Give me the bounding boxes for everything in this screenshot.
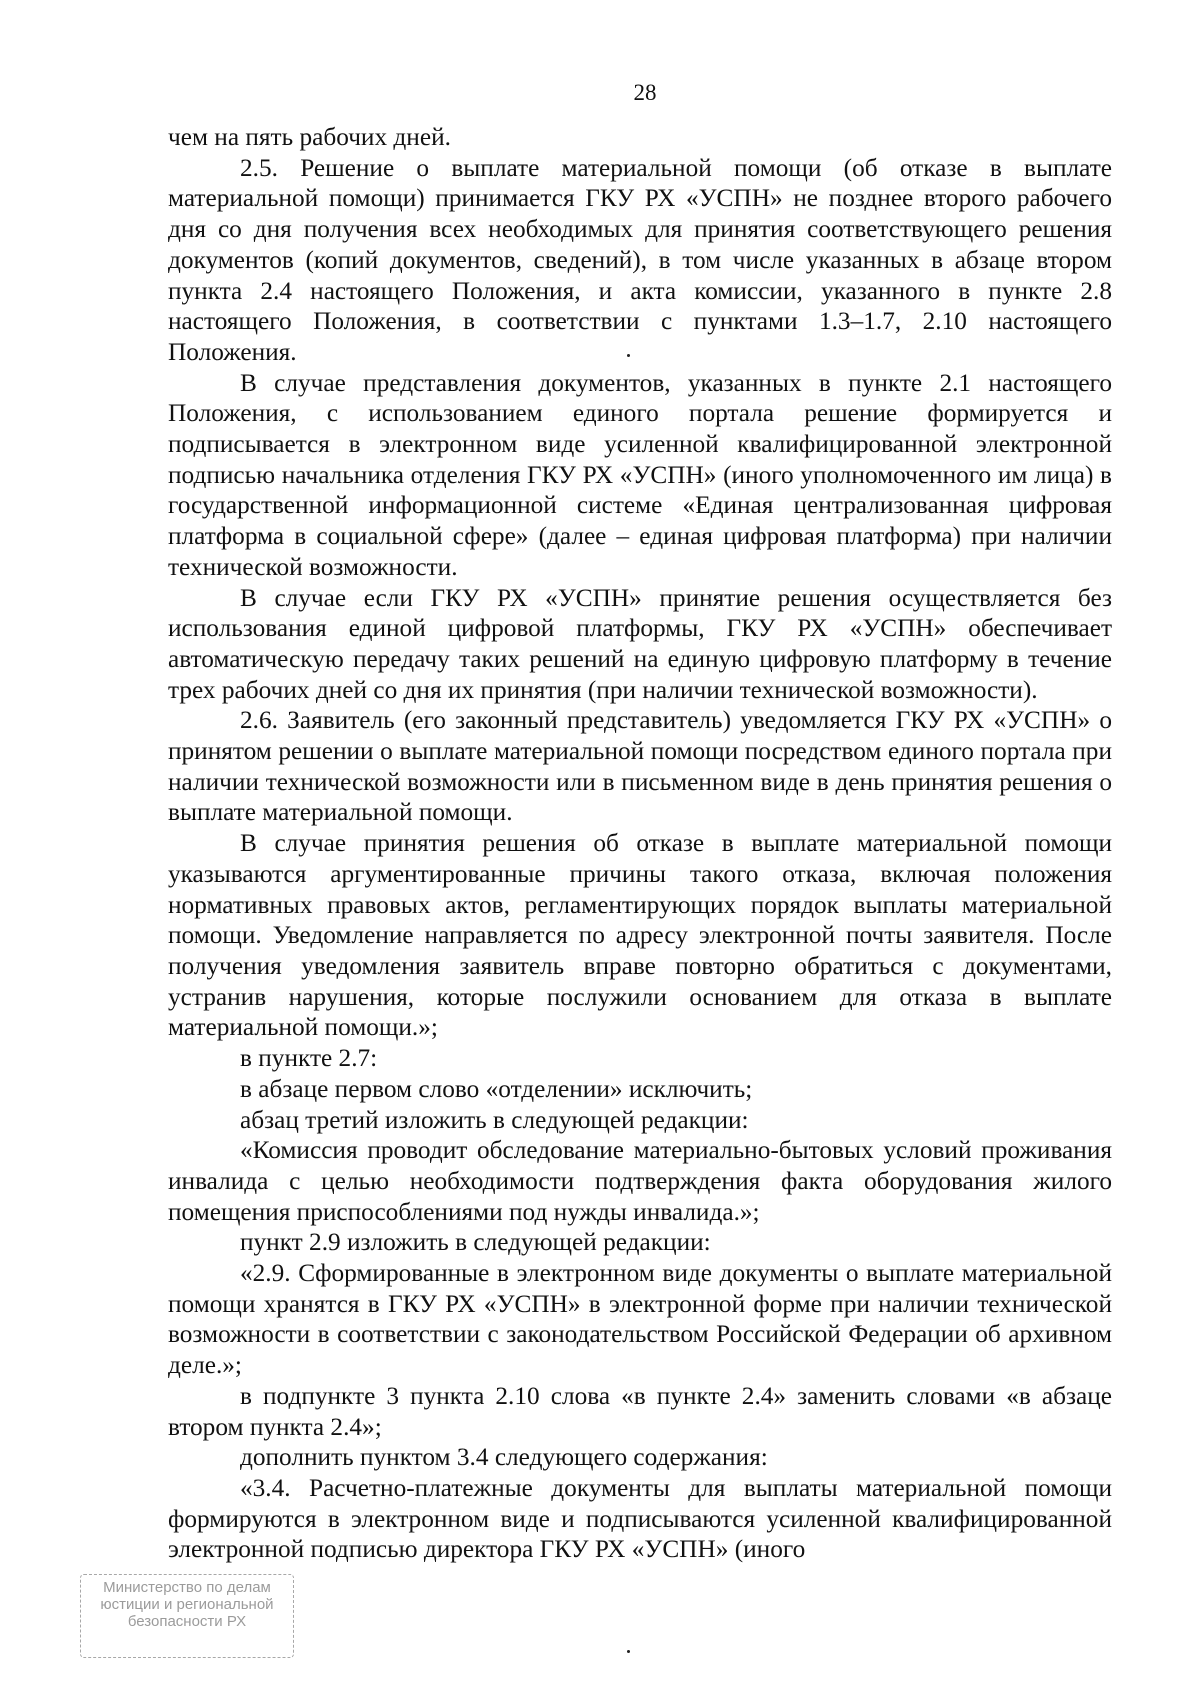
scan-speck xyxy=(627,354,630,357)
registration-stamp xyxy=(80,1574,294,1658)
paragraph: «Комиссия проводит обследование материально-бытовых условий проживания инвалида с целью необходимости подтверждения факта оборудования жилого помещения приспособлениями под нужды инвалида.»; xyxy=(168,1136,1112,1226)
paragraph: в пункте 2.7: xyxy=(240,1044,378,1073)
stamp-line: Министерство по делам xyxy=(103,1579,271,1596)
paragraph: 2.5. Решение о выплате материальной помощи (об отказе в выплате материальной помощи) принимается ГКУ РХ «УСПН» не позднее второго рабочего дня со дня получения всех необходимых для принятия соответствующего решения документов (копий документов, сведений), в том числе указанных в абзаце втором пункта 2.4 настоящего Положения, и акта комиссии, указанного в пункте 2.8 настоящего Положения, в соответствии с пунктами 1.3–1.7, 2.10 настоящего Положения. xyxy=(168,153,1112,366)
document-body xyxy=(168,122,1112,1565)
paragraph: чем на пять рабочих дней. xyxy=(168,123,451,151)
paragraph: в подпункте 3 пункта 2.10 слова «в пункте 2.4» заменить словами «в абзаце втором пункта 2.4»; xyxy=(168,1381,1112,1441)
paragraph: в абзаце первом слово «отделении» исключить; xyxy=(240,1074,753,1103)
stamp-line: безопасности РХ xyxy=(127,1613,247,1630)
paragraph: пункт 2.9 изложить в следующей редакции: xyxy=(240,1228,711,1257)
page-number: 28 xyxy=(633,80,657,105)
paragraph: В случае принятия решения об отказе в выплате материальной помощи указываются аргументированные причины такого отказа, включая положения нормативных правовых актов, регламентирующих порядок выплаты материальной помощи. Уведомление направляется по адресу электронной почты заявителя. После получения уведомления заявитель вправе повторно обратиться с документами, устранив нарушения, которые послужили основанием для отказа в выплате материальной помощи.»; xyxy=(168,829,1112,1042)
paragraph: В случае если ГКУ РХ «УСПН» принятие решения осуществляется без использования единой цифровой платформы, ГКУ РХ «УСПН» обеспечивает автоматическую передачу таких решений на единую цифровую платформу в течение трех рабочих дней со дня их принятия (при наличии технической возможности). xyxy=(168,583,1112,704)
paragraph: «3.4. Расчетно-платежные документы для выплаты материальной помощи формируются в электронном виде и подписываются усиленной квалифицированной электронной подписью директора ГКУ РХ «УСПН» (иного xyxy=(168,1473,1112,1564)
paragraph: «2.9. Сформированные в электронном виде документы о выплате материальной помощи хранятся в ГКУ РХ «УСПН» в электронной форме при наличии технической возможности в соответствии с законодательством Российской Федерации об архивном деле.»; xyxy=(168,1259,1112,1380)
scan-speck xyxy=(627,1650,630,1653)
paragraph: В случае представления документов, указанных в пункте 2.1 настоящего Положения, с использованием единого портала решение формируется и подписывается в электронном виде усиленной квалифицированной электронной подписью начальника отделения ГКУ РХ «УСПН» (иного уполномоченного им лица) в государственной информационной системе «Единая централизованная цифровая платформа в социальной сфере» (далее – единая цифровая платформа) при наличии технической возможности. xyxy=(168,368,1112,581)
stamp-line: юстиции и региональной xyxy=(100,1596,274,1613)
paragraph: 2.6. Заявитель (его законный представитель) уведомляется ГКУ РХ «УСПН» о принятом решении о выплате материальной помощи посредством единого портала при наличии технической возможности или в письменном виде в день принятия решения о выплате материальной помощи. xyxy=(168,706,1112,827)
paragraph: абзац третий изложить в следующей редакции: xyxy=(240,1105,749,1134)
paragraph: дополнить пунктом 3.4 следующего содержания: xyxy=(240,1443,768,1472)
